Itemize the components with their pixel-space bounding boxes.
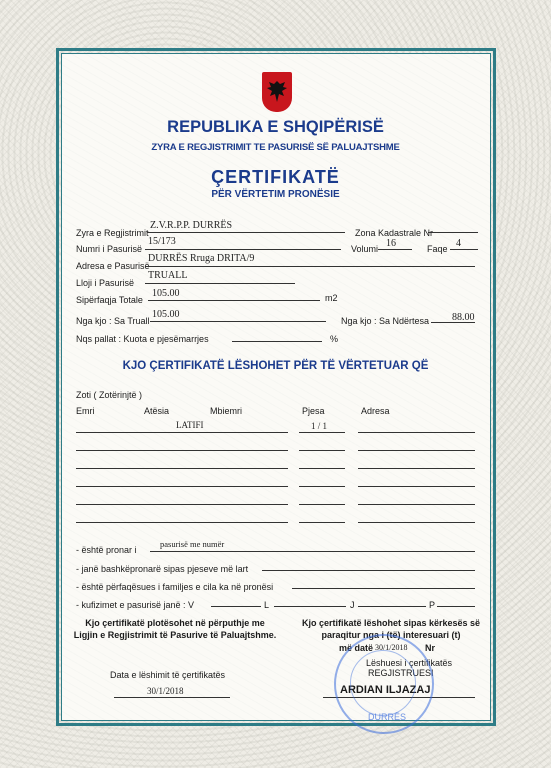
official-stamp-inner-ring [350, 650, 416, 716]
bashke-label: - janë bashkëpronarë sipas pjeseve më lart [76, 564, 249, 574]
signer-name: ARDIAN ILJAZAJ [340, 684, 431, 696]
pronar-value: pasurisë me numër [160, 539, 225, 549]
kuota-label: Nqs pallat : Kuota e pjesëmarrjes [76, 334, 209, 344]
kufizimet-p: P [429, 600, 436, 610]
kufizimet-l: L [264, 600, 270, 610]
ndertese-label: Nga kjo : Sa Ndërtesa [341, 316, 430, 326]
siperfaqja-value: 105.00 [152, 288, 180, 299]
zona-label: Zona Kadastrale Nr [355, 228, 434, 238]
certificate-subtitle: PËR VËRTETIM PRONËSIE [211, 189, 340, 200]
m2-unit: m2 [325, 293, 338, 303]
kufizimet-label: - kufizimet e pasurisë janë : V [76, 600, 195, 610]
volumi-label: Volumi [351, 244, 379, 254]
nr-label: Nr [425, 643, 436, 653]
faqe-label: Faqe [427, 244, 448, 254]
truall-label: Nga kjo : Sa Truall [76, 316, 150, 326]
adresa-value: DURRËS Rruga DRITA/9 [148, 253, 255, 264]
col-pjesa: Pjesa [302, 406, 325, 416]
col-atesia: Atësia [144, 406, 170, 416]
volumi-value: 16 [386, 238, 396, 249]
col-emri: Emri [76, 406, 95, 416]
zoti-label: Zoti ( Zotërinjtë ) [76, 390, 143, 400]
me-date-value: 30/1/2018 [375, 643, 408, 652]
stamp-city: DURRËS [368, 712, 407, 722]
kufizimet-j: J [350, 600, 355, 610]
numri-label: Numri i Pasurisë [76, 244, 143, 254]
law-note: Kjo çertifikatë plotësohet në përputhje me Ligjin e Regjistrimit të Pasurive të Paluajtshme. [73, 618, 277, 640]
me-date-label: më datë [339, 643, 374, 653]
request-note: Kjo çertifikatë lëshohet sipas kërkesës së paraqitur nga i (të) interesuari (t) [301, 618, 481, 640]
truall-value: 105.00 [152, 309, 180, 320]
pronar-label: - është pronar i [76, 545, 137, 555]
faqe-value: 4 [456, 238, 461, 249]
numri-value: 15/173 [148, 236, 176, 247]
zyra-value: Z.V.R.P.P. DURRËS [150, 220, 233, 231]
office-title: ZYRA E REGJISTRIMIT TE PASURISË SË PALUAJTSHME [151, 142, 400, 153]
lloji-label: Lloji i Pasurisë [76, 278, 135, 288]
owners-heading: KJO ÇERTIFIKATË LËSHOHET PËR TË VËRTETUAR QË [122, 360, 429, 372]
republic-title: REPUBLIKA E SHQIPËRISË [167, 118, 384, 136]
issuer-label: Lëshuesi i çertifikatës [366, 658, 453, 668]
siperfaqja-label: Sipërfaqja Totale [76, 295, 143, 305]
issue-date-value: 30/1/2018 [147, 686, 184, 696]
registrar-label: REGJISTRUESI [368, 668, 434, 678]
zyra-label: Zyra e Regjistrimit [76, 228, 149, 238]
kuota-unit: % [330, 334, 339, 344]
adresa-label: Adresa e Pasurisë [76, 261, 150, 271]
col-mbiemri: Mbiemri [210, 406, 243, 416]
lloji-value: TRUALL [148, 270, 188, 281]
issue-date-label: Data e lëshimit të çertifikatës [110, 670, 226, 680]
familje-label: - është përfaqësues i familjes e cila ka në pronësi [76, 582, 274, 592]
ndertese-value: 88.00 [452, 312, 475, 323]
certificate-title: ÇERTIFIKATË [211, 167, 340, 187]
col-adresa: Adresa [361, 406, 390, 416]
owner-row1-mbiemri: LATIFI [176, 420, 204, 430]
albanian-coat-of-arms [262, 72, 292, 112]
owner-row1-pjesa: 1 / 1 [311, 421, 328, 431]
